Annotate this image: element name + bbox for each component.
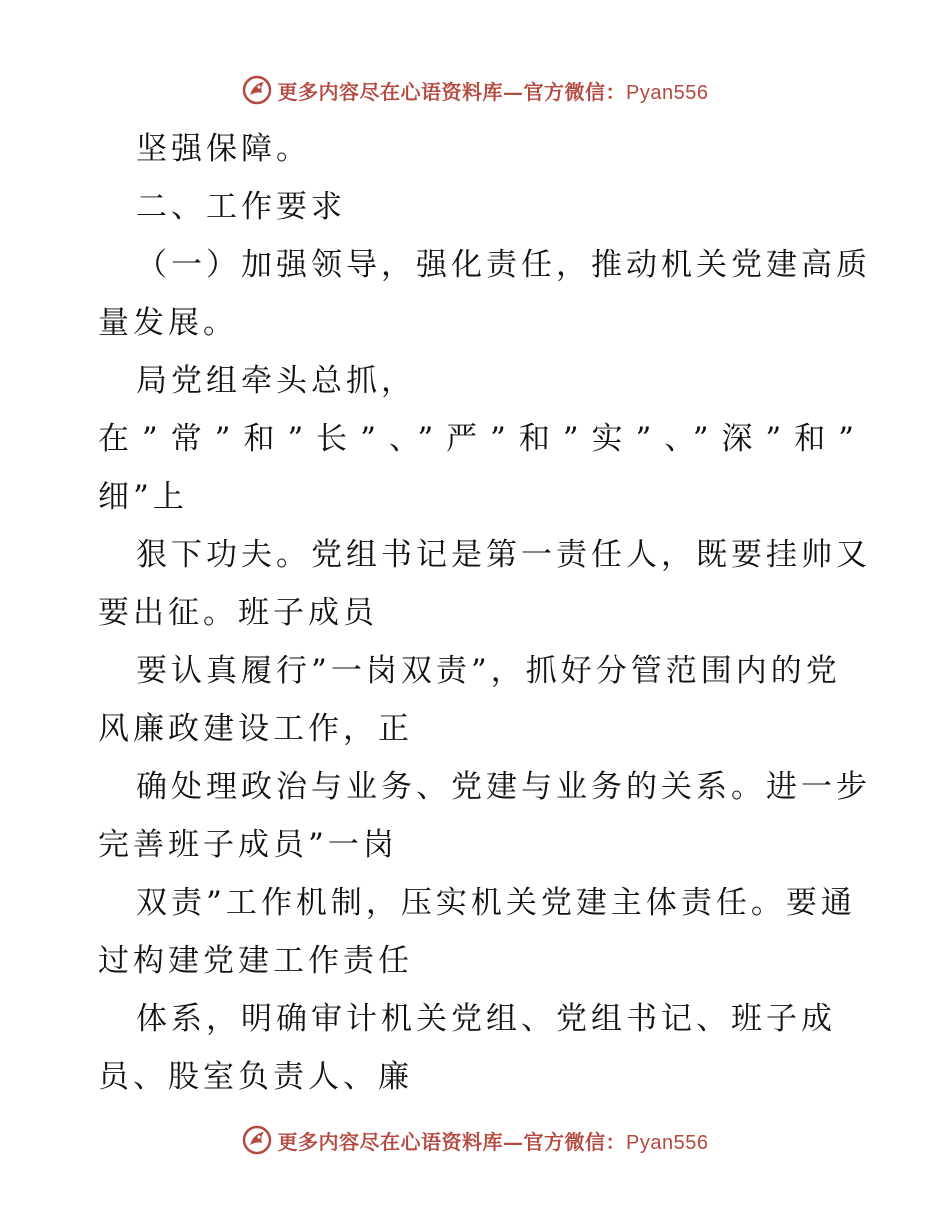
paragraph-line: 细”上 <box>98 479 188 515</box>
wechat-id: Pyan556 <box>626 1131 709 1154</box>
paragraph-line: 狠下功夫。党组书记是第一责任人，既要挂帅又 <box>136 537 871 573</box>
paragraph-line: 局党组牵头总抓， <box>136 363 416 399</box>
paragraph-line: 完善班子成员”一岗 <box>98 827 398 863</box>
paragraph-line: 过构建党建工作责任 <box>98 943 413 979</box>
paragraph-line: 坚强保障。 <box>136 131 311 167</box>
subsection-heading: （一）加强领导，强化责任，推动机关党建高质 <box>136 247 871 283</box>
paragraph-line: 在”常”和”长”、”严”和”实”、”深”和” <box>98 421 854 457</box>
paragraph-line: 确处理政治与业务、党建与业务的关系。进一步 <box>136 769 871 805</box>
paragraph-line: 要出征。班子成员 <box>98 595 378 631</box>
subsection-heading-cont: 量发展。 <box>98 305 238 341</box>
watermark-text: 更多内容尽在心语资料库—官方微信：Pyan556 <box>277 79 709 104</box>
paragraph-line: 双责”工作机制，压实机关党建主体责任。要通 <box>136 885 856 921</box>
paragraph-line: 员、股室负责人、廉 <box>98 1059 413 1095</box>
watermark-text: 更多内容尽在心语资料库—官方微信：Pyan556 <box>277 1129 709 1154</box>
fox-logo-icon <box>242 1125 272 1155</box>
paragraph-line: 风廉政建设工作，正 <box>98 711 413 747</box>
wechat-id: Pyan556 <box>626 81 709 104</box>
section-heading: 二、工作要求 <box>136 189 346 225</box>
document-body <box>98 120 871 1106</box>
paragraph-line: 体系，明确审计机关党组、党组书记、班子成 <box>136 1001 836 1037</box>
watermark-banner-bottom <box>0 1120 950 1160</box>
paragraph-line: 要认真履行”一岗双责”，抓好分管范围内的党 <box>136 653 841 689</box>
fox-logo-icon <box>242 75 272 105</box>
watermark-banner-top <box>0 70 950 110</box>
